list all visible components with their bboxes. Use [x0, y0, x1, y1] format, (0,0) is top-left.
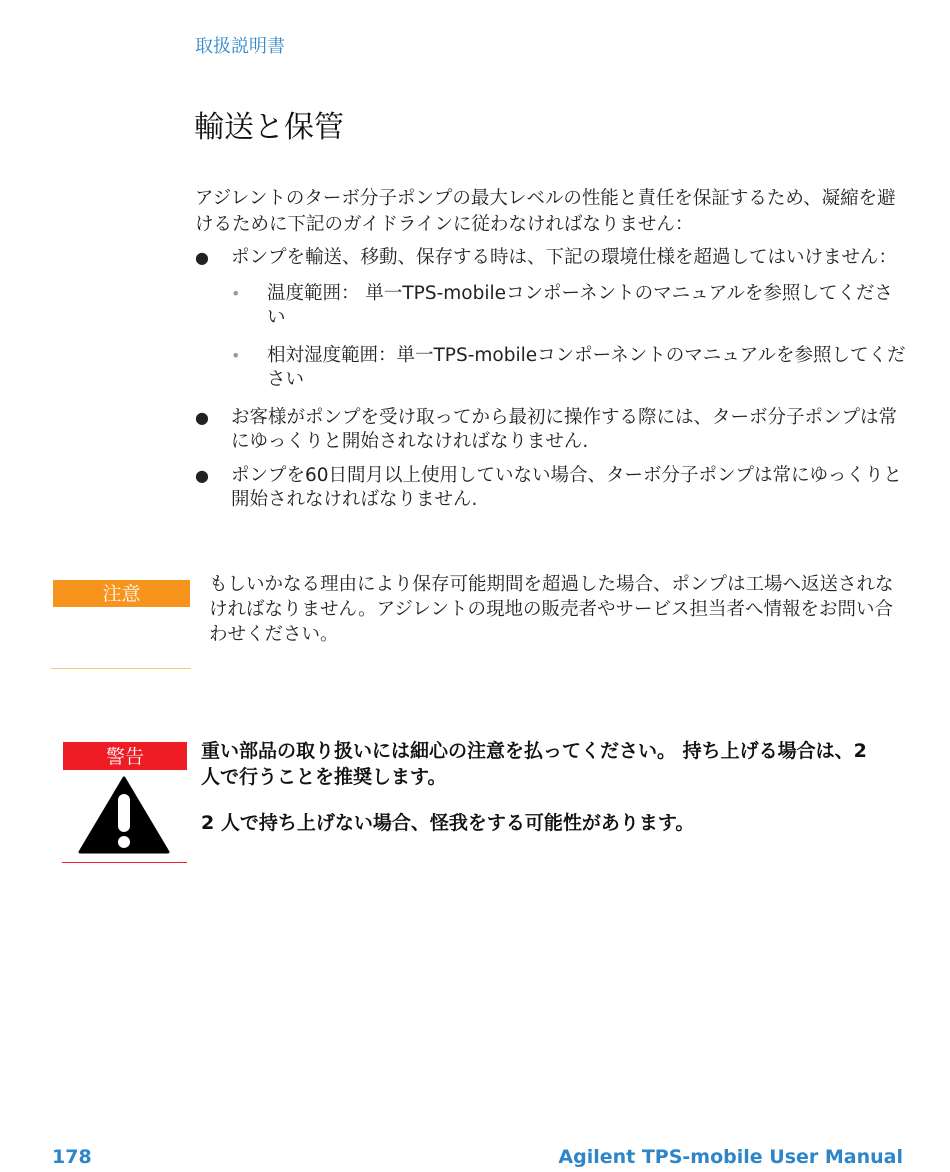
page-title: 輸送と保管 — [194, 110, 344, 145]
sublist-item-text: 相対湿度範囲：単一TPS-mobileコンポーネントのマニュアルを参照してください — [267, 345, 906, 390]
warning-badge: 警告 — [63, 742, 187, 770]
manual-name: Agilent TPS-mobile User Manual — [558, 1146, 903, 1168]
page-number: 178 — [52, 1146, 92, 1168]
list-item-text: ポンプを60日間月以上使用していない場合、ターボ分子ポンプは常にゆっくりと開始されなければなりません. — [231, 465, 902, 510]
list-item-text: お客様がポンプを受け取ってから最初に操作する際には、ターボ分子ポンプは常にゆっくりと開始されなければなりません. — [231, 407, 898, 452]
guideline-list — [195, 246, 910, 522]
bullet-icon: ● — [195, 408, 209, 427]
intro-paragraph: アジレントのターボ分子ポンプの最大レベルの性能と責任を保証するため、凝縮を避けるために下記のガイドラインに従わなければなりません： — [195, 188, 896, 235]
caution-text: もしいかなる理由により保存可能期間を超過した場合、ポンプは工場へ返送されなければなりません。アジレントの現地の販売者やサービス担当者へ情報をお問い合わせください。 — [209, 574, 894, 645]
list-item — [195, 406, 910, 454]
sublist-item — [231, 282, 910, 330]
warning-divider — [62, 862, 187, 863]
caution-divider — [51, 668, 191, 669]
running-header: 取扱説明書 — [195, 36, 285, 57]
list-item-text: ポンプを輸送、移動、保存する時は、下記の環境仕様を超過してはいけません： — [231, 247, 898, 268]
sub-bullet-icon: • — [231, 284, 241, 303]
bullet-icon: ● — [195, 466, 209, 485]
sublist-item — [231, 344, 910, 392]
list-item — [195, 246, 910, 392]
environment-sublist — [231, 282, 910, 392]
warning-consequence-text: 2 人で持ち上げない場合、怪我をする可能性があります。 — [201, 812, 695, 834]
caution-badge: 注意 — [53, 580, 190, 607]
sublist-item-text: 温度範囲： 単一TPS-mobileコンポーネントのマニュアルを参照してください — [267, 283, 893, 328]
bullet-icon: ● — [195, 248, 209, 267]
warning-triangle-icon — [78, 776, 170, 854]
sub-bullet-icon: • — [231, 346, 241, 365]
list-item — [195, 464, 910, 512]
warning-text: 重い部品の取り扱いには細心の注意を払ってください。 持ち上げる場合は、2 人で行うことを推奨します。 — [201, 740, 867, 788]
